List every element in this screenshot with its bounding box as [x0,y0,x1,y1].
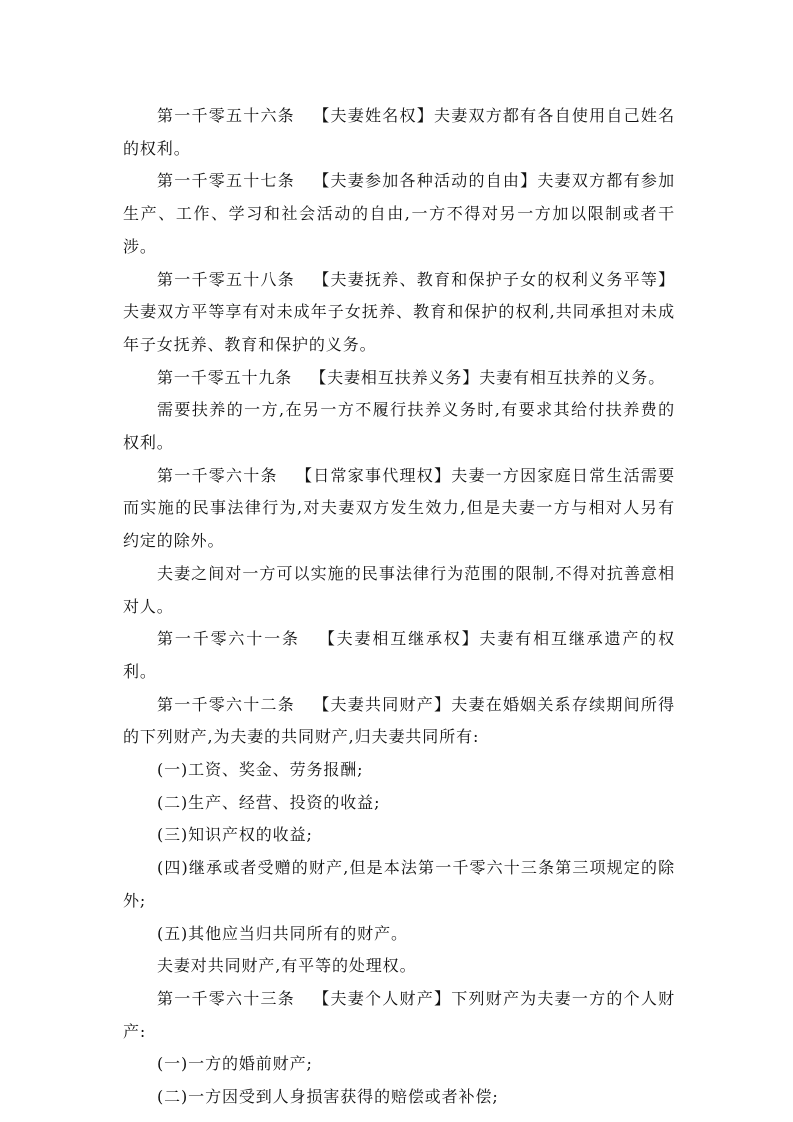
article-1060 [123,460,675,558]
paragraph-text: 夫妻对共同财产,有平等的处理权。 [157,956,417,976]
list-item: (三)知识产权的收益; [157,825,313,845]
article-1061 [123,623,675,688]
article-body: 下列财产为夫妻一方的个人财产: [123,988,676,1041]
article-number: 第一千零五十九条 [157,367,293,387]
list-item: (一)工资、奖金、劳务报酬; [157,760,364,780]
list-item: (一)一方的婚前财产; [157,1054,313,1074]
article-body: 夫妻双方平等享有对未成年子女抚养、教育和保护的权利,共同承担对未成年子女抚养、教育和保护的义务。 [123,302,675,354]
article-title: 【夫妻共同财产】 [312,694,452,714]
article-title: 【夫妻相互继承权】 [317,629,480,649]
article-1062 [123,689,675,754]
list-item: (二)生产、经营、投资的收益; [157,792,381,812]
article-title: 【夫妻相互扶养义务】 [310,367,480,387]
article-number: 第一千零五十八条 [157,269,295,289]
article-body: 夫妻双方都有参加生产、工作、学习和社会活动的自由,一方不得对另一方加以限制或者干涉。 [123,171,676,256]
list-item: (四)继承或者受赠的财产,但是本法第一千零六十三条第三项规定的除外; [123,858,675,910]
article-title: 【夫妻抚养、教育和保护子女的权利义务平等】 [312,269,676,289]
article-number: 第一千零六十三条 [157,988,295,1008]
article-body: 夫妻在婚姻关系存续期间所得的下列财产,为夫妻的共同财产,归夫妻共同所有: [123,694,676,747]
article-1063 [123,983,675,1048]
article-1056 [123,100,675,165]
list-item: (五)其他应当归共同所有的财产。 [157,923,408,943]
article-number: 第一千零五十六条 [157,106,295,125]
article-title: 【夫妻姓名权】 [312,106,434,125]
article-body: 夫妻有相互继承遗产的权利。 [123,629,675,681]
article-number: 第一千零五十七条 [157,171,295,191]
paragraph-text: 夫妻之间对一方可以实施的民事法律行为范围的限制,不得对抗善意相对人。 [123,563,675,616]
article-number: 第一千零六十条 [157,465,278,485]
article-title: 【夫妻个人财产】 [312,988,452,1008]
article-body: 夫妻一方因家庭日常生活需要而实施的民事法律行为,对夫妻双方发生效力,但是夫妻一方与相对人另有约定的除外。 [123,465,675,551]
article-1057 [123,165,675,263]
article-body: 夫妻双方都有各自使用自己姓名的权利。 [123,106,675,158]
article-1058 [123,264,675,362]
article-title: 【日常家事代理权】 [295,465,452,485]
paragraph-text: 需要扶养的一方,在另一方不履行扶养义务时,有要求其给付扶养费的权利。 [123,400,675,453]
article-title: 【夫妻参加各种活动的自由】 [312,171,538,191]
article-1059 [123,362,675,395]
document-page [123,100,675,1114]
article-body: 夫妻有相互扶养的义务。 [479,367,666,387]
article-number: 第一千零六十二条 [157,694,295,714]
list-item: (二)一方因受到人身损害获得的赔偿或者补偿; [157,1087,499,1107]
article-number: 第一千零六十一条 [157,629,300,649]
